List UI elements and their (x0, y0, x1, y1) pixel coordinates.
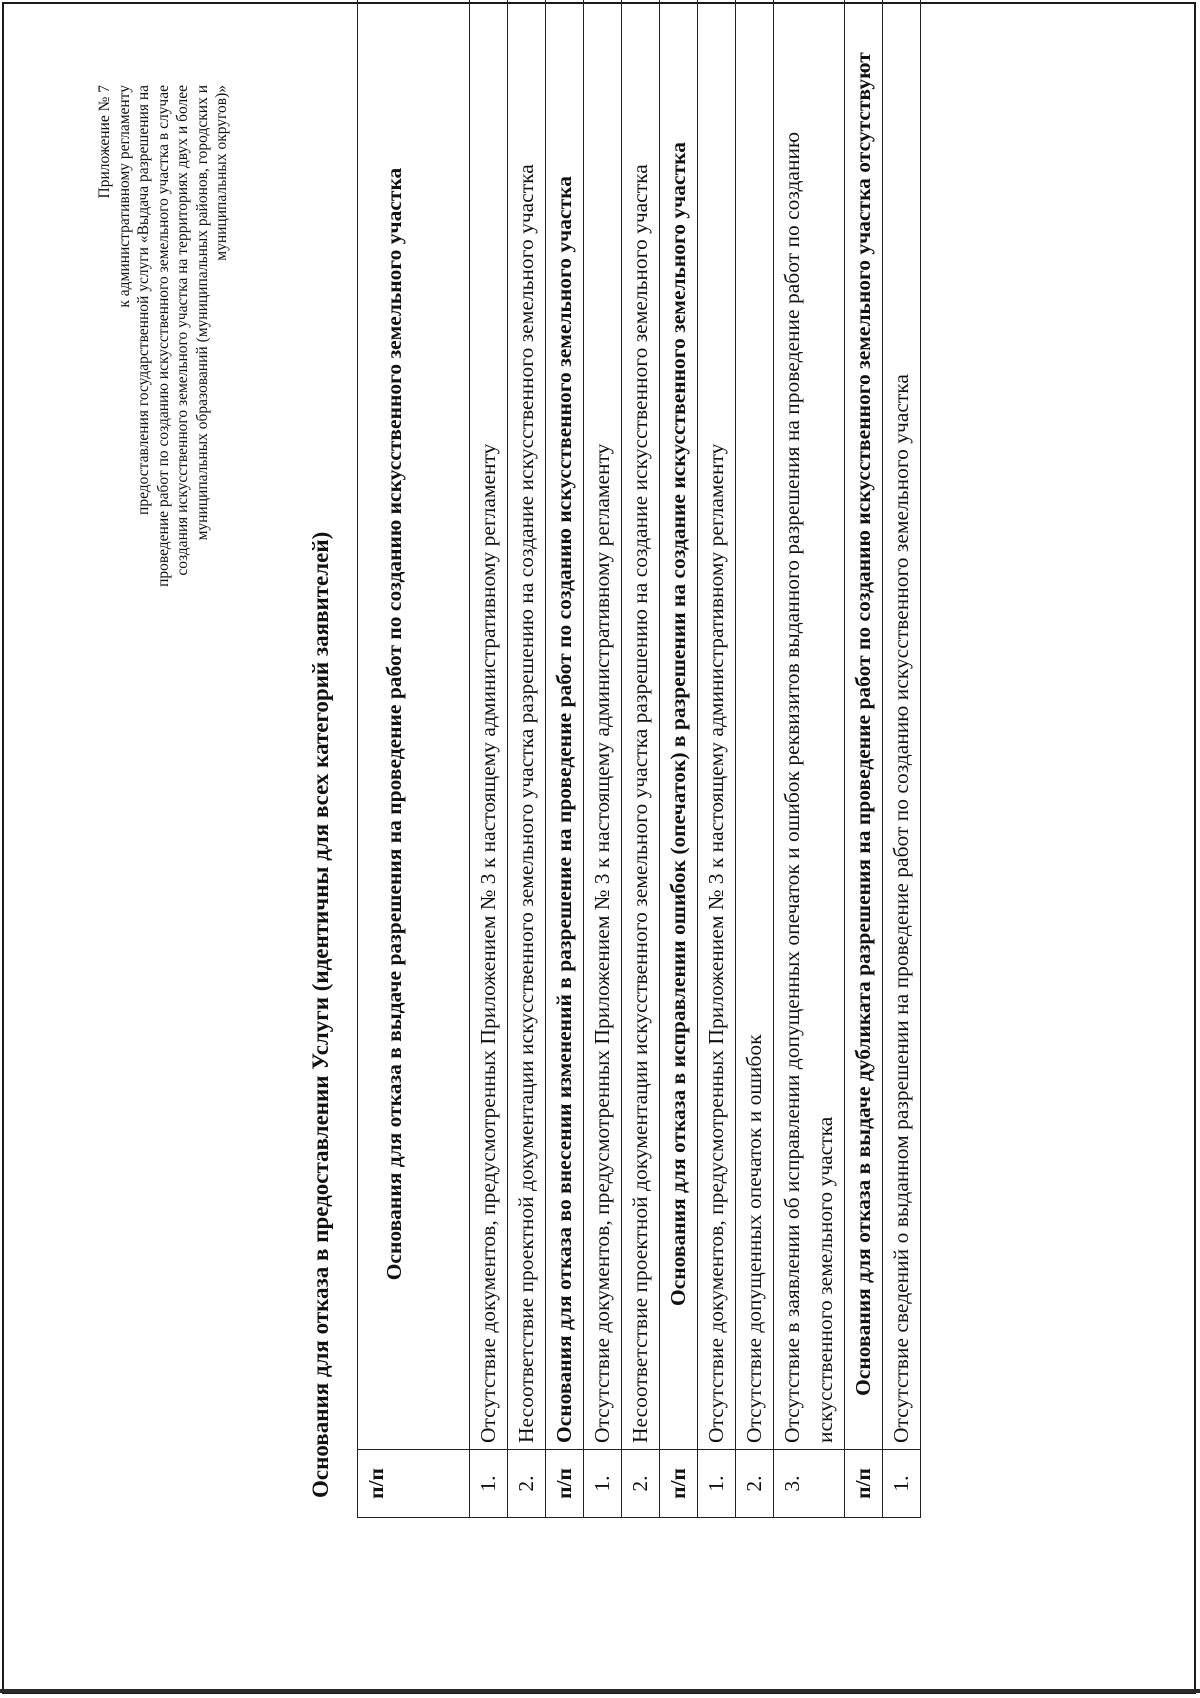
approval-line: муниципальных образований (муниципальных районов, городских и (193, 85, 211, 541)
row-text: Отсутствие допущенных опечаток и ошибок (736, 0, 774, 1450)
section-header-row (845, 0, 883, 1518)
table-row (622, 0, 660, 1518)
table-row (470, 0, 508, 1518)
approval-line: Приложение № 7 (96, 85, 113, 199)
page-title: Основания для отказа в предоставлении Услуги (идентичны для всех категорий заявителей) (308, 531, 333, 1498)
section-heading: Основания для отказа в исправлении ошибок (опечаток) в разрешении на создание искусственного земельного участка (660, 0, 698, 1450)
section-num-header: п/п (660, 1450, 698, 1518)
row-text: Отсутствие в заявлении об исправлении допущенных опечаток и ошибок реквизитов выданного разрешения на проведение работ по созданию искусственного земельного участка (774, 0, 845, 1450)
section-heading: Основания для отказа в выдаче разрешения на проведение работ по созданию искусственного земельного участка (358, 0, 470, 1450)
approval-line: предоставления государственной услуги «Выдача разрешения на (135, 85, 152, 515)
section-num-header: п/п (358, 1450, 470, 1518)
table-row (508, 0, 546, 1518)
section-num-header: п/п (546, 1450, 584, 1518)
grounds-table (357, 0, 921, 1518)
table-row (736, 0, 774, 1518)
row-number: 2. (508, 1450, 546, 1518)
row-number: 3. (774, 1450, 845, 1518)
section-heading: Основания для отказа в выдаче дубликата разрешения на проведение работ по созданию искусственного земельного участка отсутствуют (845, 0, 883, 1450)
table-row (698, 0, 736, 1518)
row-text: Несоответствие проектной документации искусственного земельного участка разрешению на создание искусственного земельного участка (508, 0, 546, 1450)
section-header-row (358, 0, 470, 1518)
section-num-header: п/п (845, 1450, 883, 1518)
table-row (883, 0, 921, 1518)
section-heading: Основания для отказа во внесении изменений в разрешение на проведение работ по созданию искусственного земельного участка (546, 0, 584, 1450)
approval-line: муниципальных округов)» (213, 85, 230, 261)
approval-line: проведение работ по созданию искусственного земельного участка в случае (154, 85, 172, 587)
row-number: 2. (622, 1450, 660, 1518)
row-text: Отсутствие сведений о выданном разрешении на проведение работ по созданию искусственного земельного участка (883, 0, 921, 1450)
table-row (774, 0, 845, 1518)
row-text: Отсутствие документов, предусмотренных Приложением № 3 к настоящему административному регламенту (470, 0, 508, 1450)
row-text: Несоответствие проектной документации искусственного земельного участка разрешению на создание искусственного земельного участка (622, 0, 660, 1450)
table-row (584, 0, 622, 1518)
row-text: Отсутствие документов, предусмотренных Приложением № 3 к настоящему административному регламенту (584, 0, 622, 1450)
approval-line: создания искусственного земельного участка на территориях двух и более (174, 85, 191, 576)
row-number: 1. (698, 1450, 736, 1518)
row-text: Отсутствие документов, предусмотренных Приложением № 3 к настоящему административному регламенту (698, 0, 736, 1450)
section-header-row (546, 0, 584, 1518)
row-number: 1. (470, 1450, 508, 1518)
section-header-row (660, 0, 698, 1518)
row-number: 1. (584, 1450, 622, 1518)
approval-block (95, 85, 232, 825)
approval-line: к административному регламенту (115, 85, 133, 308)
row-number: 1. (883, 1450, 921, 1518)
row-number: 2. (736, 1450, 774, 1518)
